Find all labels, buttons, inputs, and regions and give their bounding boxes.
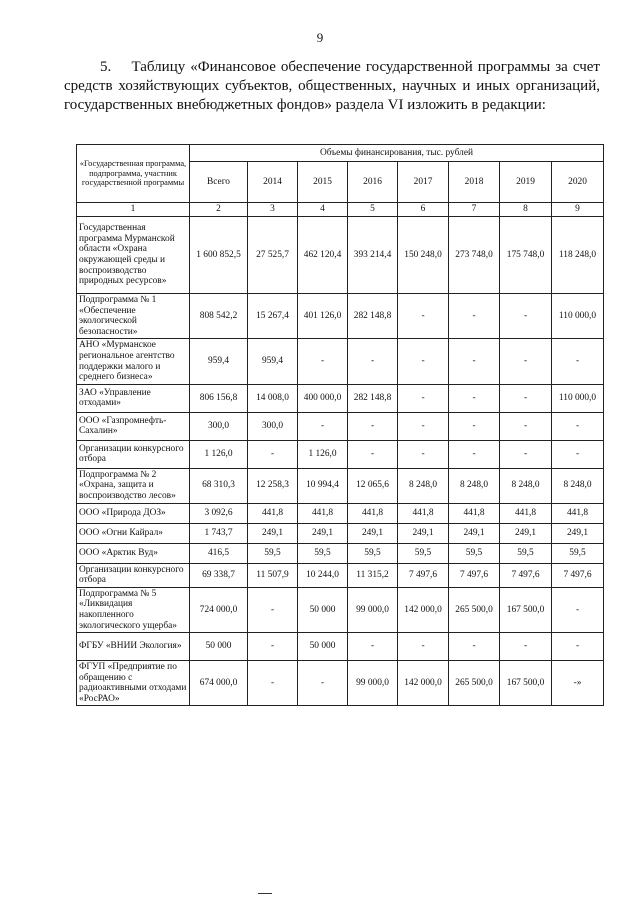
value-cell: - <box>298 661 348 706</box>
row-name-cell: ФГУП «Предприятие по обращению с радиоактивными отходами «РосРАО» <box>77 661 190 706</box>
value-cell: 7 497,6 <box>449 563 500 587</box>
value-cell: - <box>248 633 298 661</box>
value-cell: 59,5 <box>298 543 348 563</box>
value-cell: 808 542,2 <box>190 294 248 339</box>
col-header: 2014 <box>248 162 298 203</box>
value-cell: 249,1 <box>398 523 449 543</box>
col-index: 5 <box>348 203 398 217</box>
value-cell: 249,1 <box>248 523 298 543</box>
row-name-cell: ООО «Природа ДОЗ» <box>77 503 190 523</box>
value-cell: 300,0 <box>248 412 298 440</box>
value-cell: 674 000,0 <box>190 661 248 706</box>
value-cell: - <box>449 294 500 339</box>
value-cell: - <box>449 384 500 412</box>
value-cell: 175 748,0 <box>500 217 552 294</box>
row-name-cell: АНО «Мурманское региональное агентство поддержки малого и среднего бизнеса» <box>77 339 190 384</box>
value-cell: 110 000,0 <box>552 294 604 339</box>
value-cell: 393 214,4 <box>348 217 398 294</box>
table-row <box>77 543 604 563</box>
row-name-cell: Организации конкурсного отбора <box>77 440 190 468</box>
row-name-cell: Подпрограмма № 2 «Охрана, защита и воспроизводство лесов» <box>77 468 190 503</box>
value-cell: 167 500,0 <box>500 661 552 706</box>
value-cell: 416,5 <box>190 543 248 563</box>
row-name-cell: ФГБУ «ВНИИ Экология» <box>77 633 190 661</box>
value-cell: - <box>552 339 604 384</box>
value-cell: 50 000 <box>298 633 348 661</box>
row-name-cell: ЗАО «Управление отходами» <box>77 384 190 412</box>
value-cell: - <box>398 633 449 661</box>
value-cell: - <box>398 384 449 412</box>
value-cell: 8 248,0 <box>500 468 552 503</box>
value-cell: 806 156,8 <box>190 384 248 412</box>
table-row <box>77 523 604 543</box>
value-cell: 959,4 <box>190 339 248 384</box>
value-cell: 118 248,0 <box>552 217 604 294</box>
value-cell: 69 338,7 <box>190 563 248 587</box>
value-cell: 167 500,0 <box>500 587 552 632</box>
value-cell: 142 000,0 <box>398 661 449 706</box>
value-cell: 59,5 <box>449 543 500 563</box>
value-cell: - <box>348 633 398 661</box>
value-cell: 59,5 <box>248 543 298 563</box>
value-cell: - <box>248 661 298 706</box>
value-cell: 249,1 <box>500 523 552 543</box>
value-cell: - <box>398 440 449 468</box>
value-cell: 11 507,9 <box>248 563 298 587</box>
value-cell: 441,8 <box>348 503 398 523</box>
value-cell: 3 092,6 <box>190 503 248 523</box>
value-cell: - <box>449 633 500 661</box>
col-header: 2019 <box>500 162 552 203</box>
value-cell: 27 525,7 <box>248 217 298 294</box>
value-cell: 68 310,3 <box>190 468 248 503</box>
col-header: 2015 <box>298 162 348 203</box>
value-cell: 7 497,6 <box>500 563 552 587</box>
value-cell: 12 065,6 <box>348 468 398 503</box>
column-index-row <box>77 203 604 217</box>
table-row <box>77 633 604 661</box>
value-cell: 249,1 <box>298 523 348 543</box>
value-cell: 7 497,6 <box>552 563 604 587</box>
value-cell: - <box>552 412 604 440</box>
value-cell: - <box>348 440 398 468</box>
value-cell: 441,8 <box>449 503 500 523</box>
value-cell: 282 148,8 <box>348 384 398 412</box>
value-cell: 50 000 <box>190 633 248 661</box>
table-row <box>77 412 604 440</box>
value-cell: - <box>348 412 398 440</box>
value-cell: - <box>348 339 398 384</box>
row-name-cell: Организации конкурсного отбора <box>77 563 190 587</box>
value-cell: 14 008,0 <box>248 384 298 412</box>
value-cell: 59,5 <box>398 543 449 563</box>
value-cell: - <box>248 587 298 632</box>
value-cell: - <box>500 440 552 468</box>
value-cell: 1 126,0 <box>190 440 248 468</box>
col-index: 9 <box>552 203 604 217</box>
value-cell: - <box>449 440 500 468</box>
value-cell: 441,8 <box>398 503 449 523</box>
row-name-cell: Государственная программа Мурманской области «Охрана окружающей среды и воспроизводство природных ресурсов» <box>77 217 190 294</box>
value-cell: - <box>500 412 552 440</box>
page-number: 9 <box>316 30 324 45</box>
table-body <box>77 217 604 706</box>
value-cell: 11 315,2 <box>348 563 398 587</box>
row-name-cell: ООО «Газпромнефть-Сахалин» <box>77 412 190 440</box>
value-cell: 401 126,0 <box>298 294 348 339</box>
value-cell: 724 000,0 <box>190 587 248 632</box>
value-cell: 142 000,0 <box>398 587 449 632</box>
table-row <box>77 217 604 294</box>
col-header: 2016 <box>348 162 398 203</box>
value-cell: - <box>552 587 604 632</box>
value-cell: -» <box>552 661 604 706</box>
value-cell: - <box>552 633 604 661</box>
value-cell: 462 120,4 <box>298 217 348 294</box>
value-cell: - <box>449 339 500 384</box>
row-name-cell: ООО «Огни Кайрал» <box>77 523 190 543</box>
value-cell: 12 258,3 <box>248 468 298 503</box>
value-cell: 1 126,0 <box>298 440 348 468</box>
value-cell: 110 000,0 <box>552 384 604 412</box>
table-row <box>77 384 604 412</box>
value-cell: 959,4 <box>248 339 298 384</box>
table-row <box>77 468 604 503</box>
value-cell: - <box>500 339 552 384</box>
row-name-cell: Подпрограмма № 1 «Обеспечение экологической безопасности» <box>77 294 190 339</box>
value-cell: 441,8 <box>552 503 604 523</box>
table-row <box>77 587 604 632</box>
col-index: 8 <box>500 203 552 217</box>
intro-paragraph: 5. Таблицу «Финансовое обеспечение государственной программы за счет средств хозяйствующих субъектов, общественных, научных и иных организаций, государственных внебюджетных фондов» раздела VI изложить в редакции: <box>64 59 600 113</box>
value-cell: 1 743,7 <box>190 523 248 543</box>
col-header: 2018 <box>449 162 500 203</box>
value-cell: 59,5 <box>500 543 552 563</box>
value-cell: 441,8 <box>248 503 298 523</box>
value-cell: 273 748,0 <box>449 217 500 294</box>
value-cell: 99 000,0 <box>348 661 398 706</box>
value-cell: - <box>398 412 449 440</box>
col-index: 1 <box>77 203 190 217</box>
row-name-cell: Подпрограмма № 5 «Ликвидация накопленного экологического ущерба» <box>77 587 190 632</box>
value-cell: 282 148,8 <box>348 294 398 339</box>
col-index: 6 <box>398 203 449 217</box>
value-cell: 15 267,4 <box>248 294 298 339</box>
value-cell: 59,5 <box>552 543 604 563</box>
value-cell: 8 248,0 <box>449 468 500 503</box>
value-cell: - <box>500 384 552 412</box>
value-cell: - <box>248 440 298 468</box>
table-row <box>77 661 604 706</box>
value-cell: 150 248,0 <box>398 217 449 294</box>
value-cell: 1 600 852,5 <box>190 217 248 294</box>
col-header: Всего <box>190 162 248 203</box>
value-cell: 8 248,0 <box>398 468 449 503</box>
table-row <box>77 294 604 339</box>
col-header: 2020 <box>552 162 604 203</box>
value-cell: - <box>398 294 449 339</box>
row-name-cell: ООО «Арктик Вуд» <box>77 543 190 563</box>
col-index: 3 <box>248 203 298 217</box>
value-cell: - <box>449 412 500 440</box>
table-row <box>77 503 604 523</box>
value-cell: 10 244,0 <box>298 563 348 587</box>
value-cell: 265 500,0 <box>449 587 500 632</box>
value-cell: - <box>298 412 348 440</box>
value-cell: 441,8 <box>298 503 348 523</box>
value-cell: 441,8 <box>500 503 552 523</box>
financing-table <box>76 144 604 706</box>
table-row <box>77 440 604 468</box>
value-cell: 8 248,0 <box>552 468 604 503</box>
header-name-cell: «Государственная программа, подпрограмма, участник государственной программы <box>77 145 190 203</box>
table-row <box>77 563 604 587</box>
value-cell: 7 497,6 <box>398 563 449 587</box>
col-index: 2 <box>190 203 248 217</box>
value-cell: - <box>500 294 552 339</box>
value-cell: - <box>298 339 348 384</box>
value-cell: 300,0 <box>190 412 248 440</box>
value-cell: - <box>552 440 604 468</box>
value-cell: 249,1 <box>348 523 398 543</box>
value-cell: 10 994,4 <box>298 468 348 503</box>
value-cell: 249,1 <box>449 523 500 543</box>
value-cell: - <box>398 339 449 384</box>
col-index: 4 <box>298 203 348 217</box>
table-row <box>77 339 604 384</box>
col-header: 2017 <box>398 162 449 203</box>
value-cell: - <box>500 633 552 661</box>
value-cell: 99 000,0 <box>348 587 398 632</box>
value-cell: 249,1 <box>552 523 604 543</box>
value-cell: 265 500,0 <box>449 661 500 706</box>
col-index: 7 <box>449 203 500 217</box>
value-cell: 50 000 <box>298 587 348 632</box>
value-cell: 59,5 <box>348 543 398 563</box>
value-cell: 400 000,0 <box>298 384 348 412</box>
header-volumes-cell: Объемы финансирования, тыс. рублей <box>190 145 604 162</box>
footer-rule <box>258 893 272 894</box>
